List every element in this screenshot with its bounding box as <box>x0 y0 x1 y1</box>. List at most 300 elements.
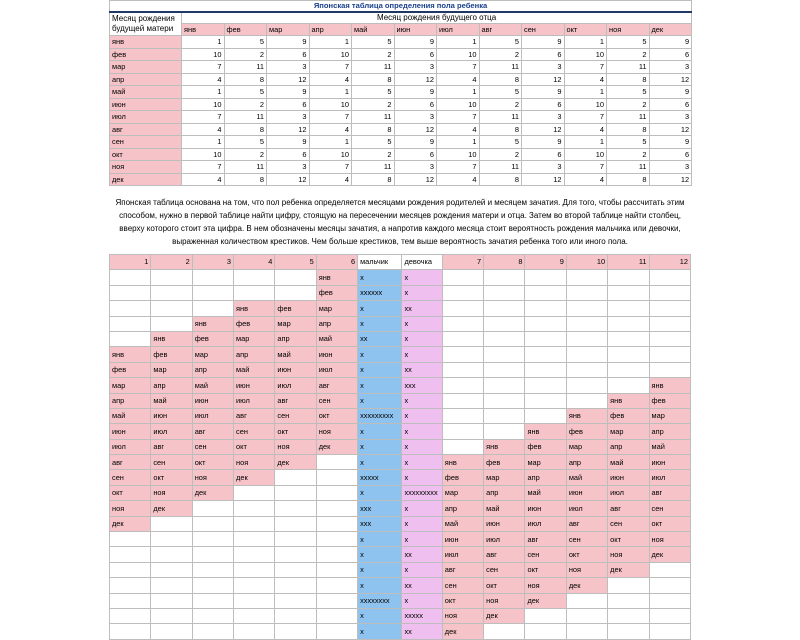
number-cell: 1 <box>437 136 480 149</box>
conception-month-cell <box>110 331 151 346</box>
conception-month-cell <box>151 516 192 531</box>
conception-row <box>110 285 691 300</box>
conception-month-cell: авг <box>442 562 483 577</box>
mother-month-label: авг <box>110 123 182 136</box>
number-cell: 12 <box>522 73 565 86</box>
conception-month-cell: янв <box>151 331 192 346</box>
number-cell: 10 <box>182 48 225 61</box>
conception-row <box>110 362 691 377</box>
conception-month-cell: май <box>192 378 233 393</box>
number-cell: 11 <box>224 111 267 124</box>
conception-month-cell <box>192 578 233 593</box>
conception-month-cell <box>192 562 233 577</box>
column-number: 5 <box>275 255 316 270</box>
number-cell: 7 <box>182 111 225 124</box>
conception-month-cell: июн <box>275 362 316 377</box>
girl-probability-cell: xx <box>402 624 442 639</box>
conception-month-cell <box>608 593 649 608</box>
conception-month-cell: апр <box>234 347 275 362</box>
conception-month-cell: сен <box>566 532 607 547</box>
number-cell: 12 <box>394 123 437 136</box>
number-cell: 2 <box>224 148 267 161</box>
girl-probability-cell: xx <box>402 362 442 377</box>
column-number: 10 <box>566 255 607 270</box>
number-cell: 4 <box>564 173 607 186</box>
conception-month-cell <box>525 316 566 331</box>
conception-month-cell: ноя <box>442 608 483 623</box>
conception-month-cell: сен <box>525 547 566 562</box>
number-cell: 12 <box>649 173 692 186</box>
conception-month-cell: июн <box>110 424 151 439</box>
number-cell: 9 <box>649 86 692 99</box>
number-cell: 6 <box>522 148 565 161</box>
number-cell: 7 <box>182 61 225 74</box>
conception-month-cell: май <box>566 470 607 485</box>
conception-month-cell: янв <box>234 301 275 316</box>
conception-month-cell: фев <box>484 455 525 470</box>
number-cell: 2 <box>607 148 650 161</box>
conception-month-cell: сен <box>649 501 691 516</box>
conception-month-cell: янв <box>442 455 483 470</box>
conception-month-cell <box>192 532 233 547</box>
number-cell: 10 <box>437 48 480 61</box>
conception-month-cell: авг <box>608 501 649 516</box>
boy-probability-cell: x <box>358 562 402 577</box>
number-cell: 3 <box>394 61 437 74</box>
column-number: 11 <box>608 255 649 270</box>
number-cell: 12 <box>649 123 692 136</box>
conception-table <box>109 254 691 640</box>
column-number: 6 <box>316 255 357 270</box>
conception-month-cell: май <box>484 501 525 516</box>
conception-month-cell: фев <box>110 362 151 377</box>
number-cell: 1 <box>309 136 352 149</box>
conception-month-cell: июн <box>442 532 483 547</box>
conception-month-cell <box>608 316 649 331</box>
conception-month-cell: ноя <box>484 593 525 608</box>
number-cell: 3 <box>267 111 310 124</box>
mother-month-header: Месяц рождения будущей матери <box>110 12 182 36</box>
conception-month-cell <box>110 547 151 562</box>
number-cell: 5 <box>607 86 650 99</box>
number-cell: 10 <box>564 98 607 111</box>
conception-month-cell: янв <box>192 316 233 331</box>
conception-month-cell: янв <box>316 270 357 285</box>
conception-month-cell <box>442 378 483 393</box>
conception-month-cell <box>649 270 691 285</box>
conception-month-cell: мар <box>566 439 607 454</box>
conception-row <box>110 608 691 623</box>
conception-month-cell <box>608 578 649 593</box>
conception-month-cell <box>151 608 192 623</box>
conception-month-cell <box>525 624 566 639</box>
number-cell: 8 <box>479 123 522 136</box>
column-number: 2 <box>151 255 192 270</box>
number-cell: 3 <box>522 161 565 174</box>
conception-month-cell: фев <box>316 285 357 300</box>
conception-month-cell <box>608 378 649 393</box>
conception-month-cell <box>192 516 233 531</box>
conception-month-cell: авг <box>110 455 151 470</box>
conception-month-cell <box>442 347 483 362</box>
conception-month-cell <box>442 270 483 285</box>
conception-month-cell: авг <box>484 547 525 562</box>
number-cell: 10 <box>437 98 480 111</box>
boy-probability-cell: x <box>358 347 402 362</box>
mother-month-label: апр <box>110 73 182 86</box>
number-cell: 2 <box>607 98 650 111</box>
conception-month-cell <box>151 578 192 593</box>
conception-month-cell <box>110 593 151 608</box>
father-month-9: окт <box>564 24 607 36</box>
conception-month-cell: дек <box>110 516 151 531</box>
conception-month-cell <box>649 316 691 331</box>
conception-month-cell <box>442 393 483 408</box>
number-cell: 11 <box>479 61 522 74</box>
conception-month-cell: дек <box>275 455 316 470</box>
conception-month-cell <box>566 378 607 393</box>
boy-probability-cell: xxxxxxxxx <box>358 408 402 423</box>
conception-month-cell: май <box>525 485 566 500</box>
conception-month-cell: дек <box>442 624 483 639</box>
girl-probability-cell: x <box>402 347 442 362</box>
number-cell: 4 <box>437 123 480 136</box>
number-cell: 4 <box>309 73 352 86</box>
conception-month-cell: окт <box>316 408 357 423</box>
mother-row <box>110 173 692 186</box>
conception-month-cell: сен <box>484 562 525 577</box>
number-cell: 9 <box>267 136 310 149</box>
conception-month-cell: дек <box>151 501 192 516</box>
conception-month-cell: апр <box>192 362 233 377</box>
number-cell: 5 <box>607 36 650 49</box>
conception-month-cell <box>316 516 357 531</box>
conception-month-cell <box>275 485 316 500</box>
conception-month-cell: июн <box>566 485 607 500</box>
number-cell: 10 <box>182 98 225 111</box>
boy-probability-cell: x <box>358 608 402 623</box>
conception-month-cell <box>484 378 525 393</box>
boy-probability-cell: x <box>358 362 402 377</box>
conception-month-cell: дек <box>234 470 275 485</box>
column-number: 12 <box>649 255 691 270</box>
conception-month-cell: фев <box>275 301 316 316</box>
father-month-8: сен <box>522 24 565 36</box>
conception-month-cell: ноя <box>525 578 566 593</box>
conception-month-cell <box>525 408 566 423</box>
conception-month-cell: апр <box>275 331 316 346</box>
conception-month-cell <box>234 562 275 577</box>
conception-month-cell: ноя <box>316 424 357 439</box>
number-cell: 1 <box>182 136 225 149</box>
conception-month-cell: мар <box>649 408 691 423</box>
conception-month-cell <box>275 562 316 577</box>
boy-header: мальчик <box>358 255 402 270</box>
number-cell: 5 <box>352 136 395 149</box>
conception-month-cell <box>525 285 566 300</box>
conception-month-cell: июн <box>608 470 649 485</box>
conception-month-cell: июл <box>525 516 566 531</box>
boy-probability-cell: xxxxx <box>358 470 402 485</box>
number-cell: 6 <box>267 98 310 111</box>
number-cell: 4 <box>437 173 480 186</box>
girl-probability-cell: x <box>402 408 442 423</box>
mother-row <box>110 148 692 161</box>
conception-month-cell <box>234 608 275 623</box>
conception-month-cell <box>484 285 525 300</box>
conception-month-cell: сен <box>110 470 151 485</box>
conception-month-cell: мар <box>110 378 151 393</box>
number-cell: 3 <box>267 61 310 74</box>
conception-month-cell <box>442 439 483 454</box>
number-cell: 5 <box>479 36 522 49</box>
conception-month-cell: июл <box>566 501 607 516</box>
girl-probability-cell: xxxxxxxxx <box>402 485 442 500</box>
number-cell: 8 <box>224 173 267 186</box>
conception-month-cell: июн <box>316 347 357 362</box>
conception-month-cell <box>234 578 275 593</box>
conception-month-cell <box>442 362 483 377</box>
conception-month-cell: фев <box>608 408 649 423</box>
mother-row <box>110 161 692 174</box>
conception-month-cell <box>275 624 316 639</box>
conception-month-cell: апр <box>484 485 525 500</box>
number-cell: 6 <box>649 98 692 111</box>
column-number: 8 <box>484 255 525 270</box>
number-cell: 1 <box>309 86 352 99</box>
number-cell: 11 <box>352 161 395 174</box>
conception-month-cell <box>566 393 607 408</box>
conception-row <box>110 301 691 316</box>
conception-month-cell: авг <box>525 532 566 547</box>
conception-month-cell: дек <box>608 562 649 577</box>
number-cell: 12 <box>649 73 692 86</box>
number-cell: 6 <box>522 48 565 61</box>
conception-row <box>110 578 691 593</box>
number-cell: 9 <box>394 136 437 149</box>
conception-header-row <box>110 255 691 270</box>
conception-month-cell <box>525 362 566 377</box>
conception-month-cell: июн <box>192 393 233 408</box>
conception-month-cell: мар <box>525 455 566 470</box>
conception-month-cell: июл <box>234 393 275 408</box>
conception-month-cell <box>608 624 649 639</box>
number-cell: 6 <box>267 48 310 61</box>
conception-month-cell: июл <box>649 470 691 485</box>
number-cell: 5 <box>352 36 395 49</box>
number-cell: 11 <box>352 111 395 124</box>
conception-month-cell <box>525 270 566 285</box>
number-cell: 3 <box>394 111 437 124</box>
girl-probability-cell: x <box>402 593 442 608</box>
girl-probability-cell: x <box>402 470 442 485</box>
number-cell: 7 <box>309 111 352 124</box>
number-cell: 4 <box>309 173 352 186</box>
conception-month-cell <box>234 285 275 300</box>
conception-month-cell: сен <box>608 516 649 531</box>
conception-month-cell: сен <box>442 578 483 593</box>
number-cell: 8 <box>607 173 650 186</box>
conception-month-cell: янв <box>484 439 525 454</box>
boy-probability-cell: xx <box>358 331 402 346</box>
conception-month-cell <box>566 624 607 639</box>
conception-month-cell <box>192 624 233 639</box>
number-cell: 8 <box>352 173 395 186</box>
conception-month-cell <box>110 301 151 316</box>
conception-month-cell <box>566 331 607 346</box>
girl-probability-cell: x <box>402 424 442 439</box>
number-cell: 9 <box>649 136 692 149</box>
conception-month-cell <box>608 285 649 300</box>
conception-month-cell: янв <box>649 378 691 393</box>
spreadsheet <box>109 0 691 636</box>
number-cell: 6 <box>394 48 437 61</box>
conception-month-cell: фев <box>442 470 483 485</box>
conception-month-cell: дек <box>649 547 691 562</box>
conception-month-cell <box>234 516 275 531</box>
father-month-11: дек <box>649 24 692 36</box>
number-cell: 7 <box>309 161 352 174</box>
conception-month-cell: ноя <box>151 485 192 500</box>
conception-month-cell <box>151 301 192 316</box>
conception-month-cell: мар <box>151 362 192 377</box>
conception-month-cell: июл <box>110 439 151 454</box>
boy-probability-cell: xxxxxxxx <box>358 593 402 608</box>
conception-month-cell: ноя <box>608 547 649 562</box>
number-cell: 1 <box>437 36 480 49</box>
number-cell: 4 <box>182 173 225 186</box>
number-cell: 4 <box>309 123 352 136</box>
number-cell: 10 <box>437 148 480 161</box>
mother-month-label: мар <box>110 61 182 74</box>
conception-month-cell: апр <box>608 439 649 454</box>
girl-header: девочка <box>402 255 442 270</box>
conception-row <box>110 331 691 346</box>
conception-month-cell: апр <box>316 316 357 331</box>
boy-probability-cell: x <box>358 393 402 408</box>
number-cell: 12 <box>394 73 437 86</box>
conception-month-cell: мар <box>484 470 525 485</box>
number-cell: 8 <box>607 73 650 86</box>
column-number: 4 <box>234 255 275 270</box>
conception-month-cell: дек <box>525 593 566 608</box>
number-cell: 3 <box>649 161 692 174</box>
conception-month-cell: май <box>151 393 192 408</box>
conception-month-cell <box>275 501 316 516</box>
number-cell: 12 <box>267 73 310 86</box>
conception-month-cell <box>649 331 691 346</box>
number-cell: 5 <box>479 86 522 99</box>
conception-month-cell: май <box>110 408 151 423</box>
girl-probability-cell: x <box>402 501 442 516</box>
conception-month-cell <box>151 562 192 577</box>
mother-row <box>110 123 692 136</box>
conception-month-cell <box>110 285 151 300</box>
conception-row <box>110 393 691 408</box>
conception-month-cell: авг <box>316 378 357 393</box>
conception-month-cell <box>484 316 525 331</box>
number-cell: 3 <box>649 111 692 124</box>
conception-row <box>110 378 691 393</box>
conception-row <box>110 424 691 439</box>
number-cell: 9 <box>267 36 310 49</box>
conception-month-cell <box>192 593 233 608</box>
conception-month-cell <box>275 516 316 531</box>
conception-month-cell: янв <box>566 408 607 423</box>
conception-month-cell <box>649 578 691 593</box>
conception-month-cell: окт <box>566 547 607 562</box>
number-cell: 1 <box>182 36 225 49</box>
conception-month-cell: мар <box>442 485 483 500</box>
conception-month-cell <box>566 301 607 316</box>
number-cell: 5 <box>224 36 267 49</box>
conception-month-cell <box>525 608 566 623</box>
conception-month-cell <box>566 316 607 331</box>
number-cell: 8 <box>224 123 267 136</box>
mother-month-label: ноя <box>110 161 182 174</box>
conception-month-cell: авг <box>234 408 275 423</box>
conception-month-cell: сен <box>316 393 357 408</box>
boy-probability-cell: xxxxxx <box>358 285 402 300</box>
girl-probability-cell: x <box>402 439 442 454</box>
conception-month-cell <box>649 562 691 577</box>
conception-month-cell: окт <box>442 593 483 608</box>
conception-month-cell: апр <box>566 455 607 470</box>
conception-month-cell <box>151 285 192 300</box>
conception-month-cell: сен <box>275 408 316 423</box>
conception-month-cell <box>484 393 525 408</box>
conception-month-cell: мар <box>608 424 649 439</box>
conception-month-cell <box>316 501 357 516</box>
girl-probability-cell: x <box>402 393 442 408</box>
conception-month-cell <box>234 532 275 547</box>
father-month-1: фев <box>224 24 267 36</box>
conception-month-cell <box>275 547 316 562</box>
conception-month-cell: авг <box>151 439 192 454</box>
number-cell: 9 <box>394 36 437 49</box>
girl-probability-cell: x <box>402 455 442 470</box>
conception-month-cell: фев <box>525 439 566 454</box>
conception-month-cell: июл <box>192 408 233 423</box>
number-cell: 2 <box>479 148 522 161</box>
mother-row <box>110 73 692 86</box>
conception-month-cell <box>151 624 192 639</box>
conception-month-cell: июн <box>484 516 525 531</box>
conception-month-cell <box>192 501 233 516</box>
number-cell: 5 <box>479 136 522 149</box>
girl-probability-cell: x <box>402 516 442 531</box>
father-month-4: май <box>352 24 395 36</box>
conception-month-cell <box>234 501 275 516</box>
number-cell: 8 <box>479 173 522 186</box>
conception-month-cell <box>484 331 525 346</box>
number-cell: 2 <box>224 48 267 61</box>
number-cell: 6 <box>522 98 565 111</box>
number-cell: 5 <box>224 86 267 99</box>
parents-months-table <box>109 0 692 186</box>
conception-month-cell: май <box>442 516 483 531</box>
conception-month-cell: ноя <box>649 532 691 547</box>
number-cell: 12 <box>522 173 565 186</box>
conception-month-cell <box>275 593 316 608</box>
mother-row <box>110 61 692 74</box>
mother-row <box>110 136 692 149</box>
conception-month-cell <box>525 331 566 346</box>
conception-month-cell: сен <box>192 439 233 454</box>
father-month-0: янв <box>182 24 225 36</box>
conception-month-cell <box>110 270 151 285</box>
conception-month-cell <box>110 316 151 331</box>
